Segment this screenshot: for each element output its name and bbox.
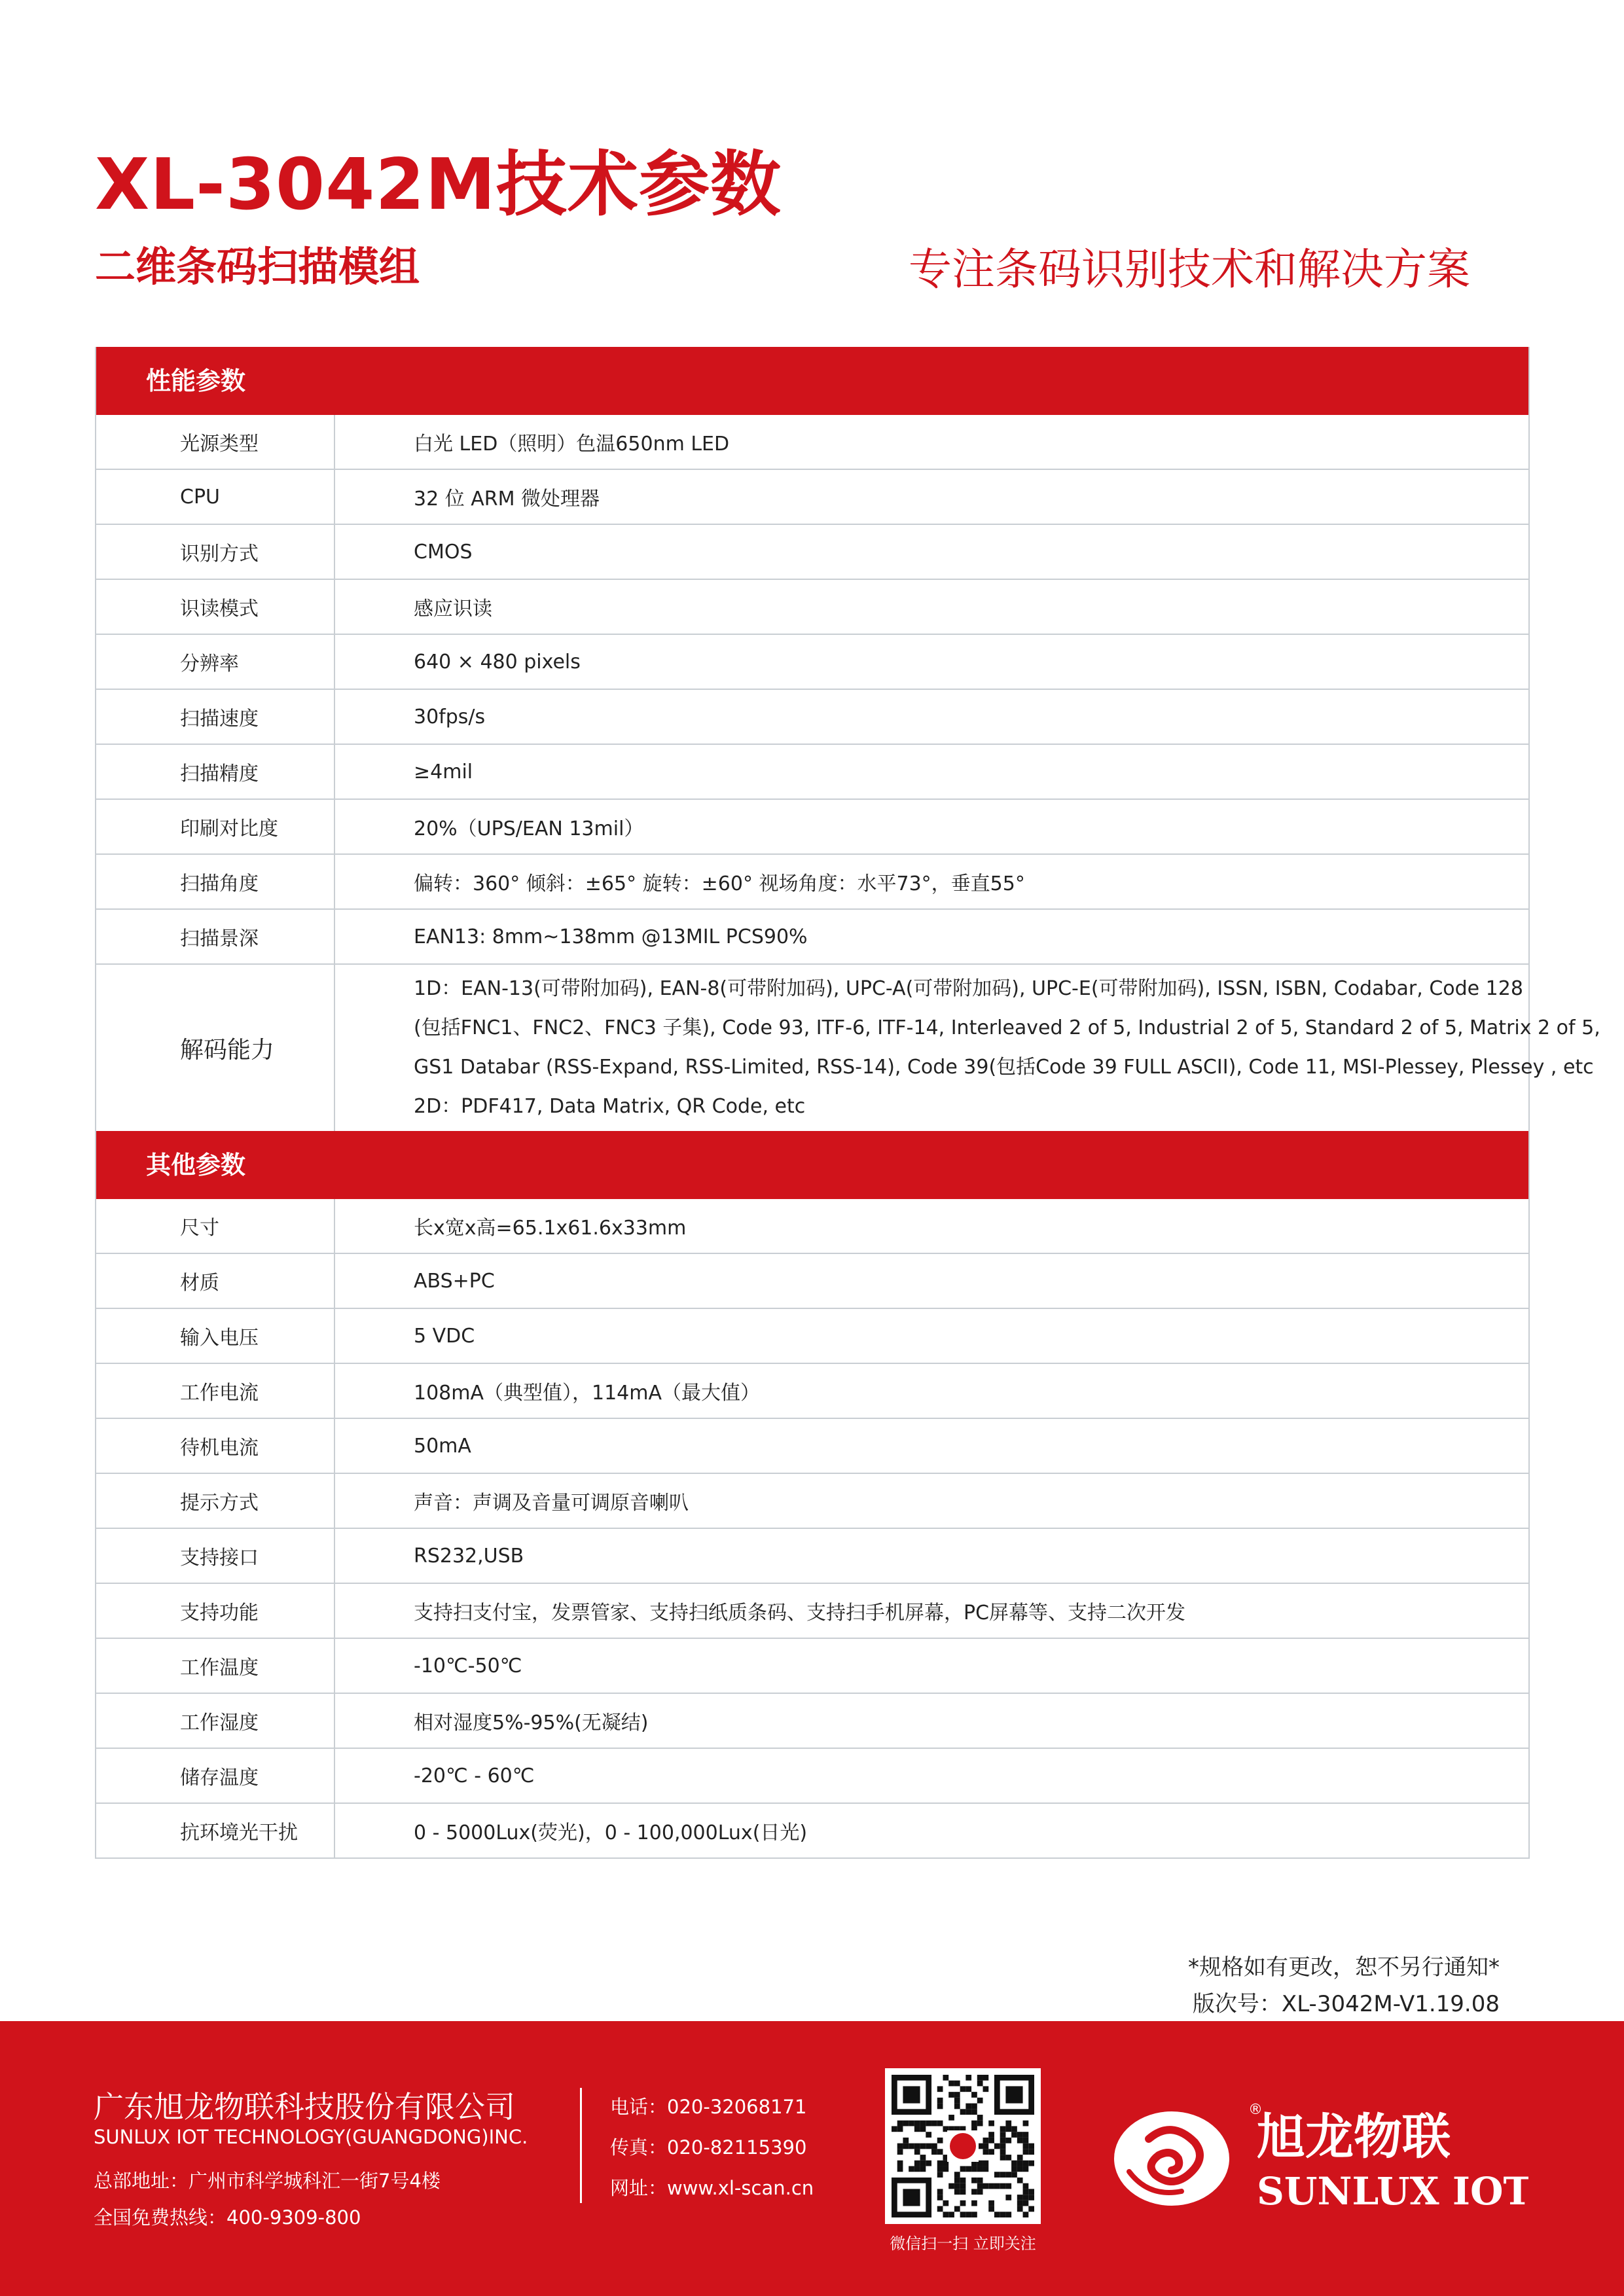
- decode-line: 2D：PDF417, Data Matrix, QR Code, etc: [414, 1095, 806, 1118]
- param-name: 识别方式: [96, 525, 335, 579]
- decode-line: (包括FNC1、FNC2、FNC3 子集), Code 93, ITF-6, ITF-14, Interleaved 2 of 5, Industrial 2 of 5, Standard 2 of 5, Matrix 2 of 5,: [414, 1016, 1600, 1039]
- param-name: 提示方式: [96, 1474, 335, 1528]
- param-name: 分辨率: [96, 635, 335, 689]
- section-header-other: 其他参数: [96, 1131, 1528, 1199]
- spec-table: [95, 347, 1600, 1859]
- table-row: [96, 1638, 1528, 1693]
- param-value: CMOS: [414, 540, 473, 564]
- param-name: 扫描速度: [96, 690, 335, 744]
- param-name: 印刷对比度: [96, 800, 335, 853]
- param-name: 扫描角度: [96, 855, 335, 908]
- param-value: -20℃ - 60℃: [414, 1764, 535, 1787]
- table-row: [96, 415, 1528, 469]
- param-value: 支持扫支付宝，发票管家、支持扫纸质条码、支持扫手机屏幕，PC屏幕等、支持二次开发: [414, 1602, 1186, 1624]
- website-link[interactable]: 网址：www.xl-scan.cn: [610, 2177, 814, 2199]
- table-row-decode: [96, 963, 1600, 1131]
- table-row: [96, 1528, 1528, 1583]
- spec-disclaimer: *规格如有更改，恕不另行通知*: [1188, 1954, 1500, 1981]
- table-row: [96, 1363, 1528, 1418]
- hotline: 全国免费热线：400-9309-800: [94, 2206, 361, 2229]
- table-row: [96, 469, 1528, 524]
- param-name: CPU: [96, 470, 335, 524]
- param-value: -10℃-50℃: [414, 1654, 522, 1677]
- wechat-qr-code[interactable]: [885, 2068, 1041, 2224]
- section-header-performance: 性能参数: [96, 347, 1528, 415]
- param-name: 工作湿度: [96, 1694, 335, 1748]
- qr-code-icon: [885, 2068, 1041, 2224]
- param-value: ABS+PC: [414, 1269, 495, 1293]
- footer-divider: [580, 2088, 582, 2203]
- table-row: [96, 1199, 1528, 1253]
- param-value: 32 位 ARM 微处理器: [414, 488, 600, 511]
- param-name: 尺寸: [96, 1199, 335, 1253]
- svg-text:SUNLUX IOT: SUNLUX IOT: [1257, 2169, 1528, 2214]
- param-name: 输入电压: [96, 1309, 335, 1363]
- param-value: 640 × 480 pixels: [414, 650, 581, 673]
- page-title: XL-3042M技术参数: [95, 144, 782, 226]
- table-row: [96, 1418, 1528, 1473]
- param-value: 108mA（典型值），114mA（最大值）: [414, 1382, 761, 1405]
- param-name: 工作温度: [96, 1639, 335, 1693]
- param-name: 储存温度: [96, 1749, 335, 1803]
- param-name: 支持接口: [96, 1529, 335, 1583]
- company-name-en: SUNLUX IOT TECHNOLOGY(GUANGDONG)INC.: [94, 2126, 528, 2148]
- phone: 电话：020-32068171: [610, 2096, 807, 2118]
- param-name: 材质: [96, 1254, 335, 1308]
- svg-text:®: ®: [1248, 2102, 1263, 2118]
- table-row: [96, 1803, 1528, 1857]
- param-value: 感应识读: [414, 598, 492, 620]
- param-name: 支持功能: [96, 1584, 335, 1638]
- table-row: [96, 853, 1528, 908]
- param-name: 识读模式: [96, 580, 335, 634]
- table-row: [96, 524, 1528, 579]
- table-row: [96, 1308, 1528, 1363]
- param-value: 50mA: [414, 1434, 471, 1458]
- company-logo: [1110, 2093, 1528, 2224]
- company-name: 广东旭龙物联科技股份有限公司: [94, 2089, 515, 2125]
- param-name: 抗环境光干扰: [96, 1804, 335, 1857]
- table-row: [96, 1693, 1528, 1748]
- param-value: 相对湿度5%-95%(无凝结): [414, 1712, 649, 1734]
- table-row: [96, 1473, 1528, 1528]
- footnotes: [1188, 1949, 1500, 2022]
- decode-capability-list: [335, 965, 1614, 1131]
- decode-line: 1D：EAN-13(可带附加码), EAN-8(可带附加码), UPC-A(可带附加码), UPC-E(可带附加码), ISSN, ISBN, Codabar, Code 128: [414, 977, 1523, 1000]
- param-value: 长x宽x高=65.1x61.6x33mm: [414, 1217, 687, 1240]
- param-value: 白光 LED（照明）色温650nm LED: [414, 433, 730, 456]
- company-slogan: 专注条码识别技术和解决方案: [909, 244, 1470, 295]
- company-address: 总部地址：广州市科学城科汇一街7号4楼: [94, 2170, 441, 2192]
- fax: 传真：020-82115390: [610, 2136, 807, 2159]
- table-row: [96, 689, 1528, 744]
- qr-caption: 微信扫一扫 立即关注: [890, 2234, 1036, 2253]
- svg-text:旭龙物联: 旭龙物联: [1257, 2109, 1451, 2165]
- table-row: [96, 579, 1528, 634]
- param-name: 待机电流: [96, 1419, 335, 1473]
- table-row: [96, 744, 1528, 798]
- table-row: [96, 1253, 1528, 1308]
- param-name: 扫描景深: [96, 910, 335, 963]
- param-value: 5 VDC: [414, 1324, 475, 1348]
- sunlux-logo-icon: [1110, 2093, 1528, 2224]
- param-name: 解码能力: [96, 965, 335, 1131]
- table-row: [96, 908, 1528, 963]
- decode-line: GS1 Databar (RSS-Expand, RSS-Limited, RSS-14), Code 39(包括Code 39 FULL ASCII), Code 11, MSI-Plessey, Plessey , etc: [414, 1056, 1594, 1079]
- param-value: 偏转：360° 倾斜：±65° 旋转：±60° 视场角度：水平73°，垂直55°: [414, 872, 1025, 895]
- product-subtitle: 二维条码扫描模组: [95, 243, 420, 291]
- param-value: 声音：声调及音量可调原音喇叭: [414, 1492, 689, 1515]
- table-row: [96, 798, 1528, 853]
- table-row: [96, 634, 1528, 689]
- param-value: 30fps/s: [414, 705, 486, 728]
- param-value: ≥4mil: [414, 760, 473, 783]
- param-value: 0 - 5000Lux(荧光)，0 - 100,000Lux(日光): [414, 1821, 808, 1844]
- param-name: 工作电流: [96, 1364, 335, 1418]
- param-value: RS232,USB: [414, 1544, 524, 1568]
- param-name: 扫描精度: [96, 745, 335, 798]
- table-row: [96, 1583, 1528, 1638]
- param-name: 光源类型: [96, 415, 335, 469]
- contact-info: [610, 2087, 814, 2208]
- table-row: [96, 1748, 1528, 1803]
- footer-bar: [0, 2021, 1624, 2296]
- param-value: EAN13: 8mm~138mm @13MIL PCS90%: [414, 925, 808, 948]
- param-value: 20%（UPS/EAN 13mil）: [414, 817, 644, 840]
- version-number: 版次号：XL-3042M-V1.19.08: [1192, 1991, 1500, 2017]
